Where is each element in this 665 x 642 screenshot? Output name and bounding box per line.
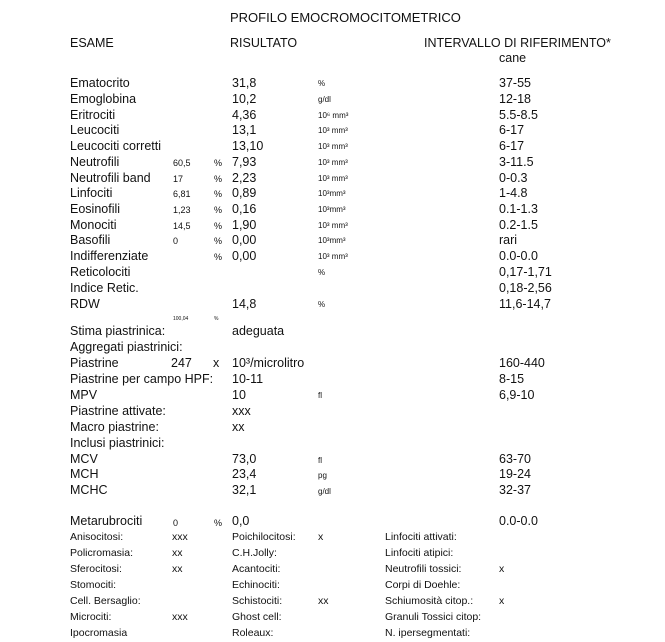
row-unit: 10³ mm³ bbox=[318, 221, 348, 230]
morph-label: Sferocitosi: bbox=[70, 563, 122, 575]
aggregati-label: Aggregati piastrinici: bbox=[70, 340, 183, 354]
row-value: 4,36 bbox=[232, 108, 257, 122]
morph-value: x bbox=[318, 531, 324, 543]
row-unit: % bbox=[318, 79, 326, 88]
header-intervallo: INTERVALLO DI RIFERIMENTO* bbox=[424, 36, 611, 50]
macro-label: Macro piastrine: bbox=[70, 420, 159, 434]
morph-label: Corpi di Doehle: bbox=[385, 579, 461, 591]
row-name: Eosinofili bbox=[70, 202, 121, 216]
header-esame: ESAME bbox=[70, 36, 114, 50]
row-ref: 6-17 bbox=[499, 139, 525, 153]
row-value: 2,23 bbox=[232, 171, 257, 185]
row-ref: 0.1-1.3 bbox=[499, 202, 538, 216]
mpv-value: 10 bbox=[232, 388, 246, 402]
morph-value: xx bbox=[172, 563, 183, 575]
row-pct: 60,5 bbox=[173, 158, 191, 168]
row-ref: 1-4.8 bbox=[499, 186, 528, 200]
index-name: MCV bbox=[70, 452, 98, 466]
row-pct-symbol: % bbox=[214, 205, 223, 215]
morph-label: Schiumosità citop.: bbox=[385, 595, 474, 607]
row-name: RDW bbox=[70, 297, 100, 311]
row-ref: 6-17 bbox=[499, 123, 525, 137]
morph-label: Policromasia: bbox=[70, 547, 134, 559]
row-name: Eritrociti bbox=[70, 108, 116, 122]
row-ref: 0,18-2,56 bbox=[499, 281, 552, 295]
meta-ref: 0.0-0.0 bbox=[499, 514, 538, 528]
attivate-value: xxx bbox=[232, 404, 251, 418]
mpv-label: MPV bbox=[70, 388, 98, 402]
row-value: 0,00 bbox=[232, 249, 257, 263]
index-name: MCHC bbox=[70, 483, 108, 497]
morph-value: xx bbox=[172, 547, 183, 559]
piastrine-unit: 10³/microlitro bbox=[232, 356, 305, 370]
index-value: 32,1 bbox=[232, 483, 257, 497]
row-ref: 11,6-14,7 bbox=[499, 297, 551, 311]
row-unit: 10³mm³ bbox=[318, 205, 346, 214]
index-name: MCH bbox=[70, 467, 99, 481]
row-name: Basofili bbox=[70, 233, 111, 247]
hpf-ref: 8-15 bbox=[499, 372, 525, 386]
piastrine-x: x bbox=[213, 356, 220, 370]
mpv-unit: fl bbox=[318, 391, 322, 400]
hpf-label: Piastrine per campo HPF: bbox=[70, 372, 214, 386]
row-name: Leucociti corretti bbox=[70, 139, 162, 153]
morph-label: C.H.Jolly: bbox=[232, 547, 277, 559]
morph-label: Roleaux: bbox=[232, 627, 274, 639]
stima-piastrinica-value: adeguata bbox=[232, 324, 285, 338]
row-value: 0,16 bbox=[232, 202, 257, 216]
index-ref: 19-24 bbox=[499, 467, 531, 481]
morph-label: Poichilocitosi: bbox=[232, 531, 296, 543]
row-pct: 6,81 bbox=[173, 189, 191, 199]
row-ref: 0.0-0.0 bbox=[499, 249, 538, 263]
index-ref: 63-70 bbox=[499, 452, 531, 466]
index-value: 73,0 bbox=[232, 452, 257, 466]
morph-label: Acantociti: bbox=[232, 563, 281, 575]
morph-label: Ipocromasia bbox=[70, 627, 128, 639]
row-name: Monociti bbox=[70, 218, 117, 232]
row-ref: 3-11.5 bbox=[499, 155, 534, 169]
row-pct-symbol: % bbox=[214, 236, 223, 246]
meta-value: 0,0 bbox=[232, 514, 250, 528]
morph-value: x bbox=[499, 595, 505, 607]
row-name: Indice Retic. bbox=[70, 281, 139, 295]
row-value: 10,2 bbox=[232, 92, 257, 106]
morph-label: Neutrofili tossici: bbox=[385, 563, 462, 575]
row-name: Reticolociti bbox=[70, 265, 131, 279]
index-unit: pg bbox=[318, 471, 327, 480]
row-value: 1,90 bbox=[232, 218, 257, 232]
row-pct: 17 bbox=[173, 174, 184, 184]
row-unit: 10⁶ mm³ bbox=[318, 111, 349, 120]
row-pct-symbol: % bbox=[214, 158, 223, 168]
pct-total: 100,04 bbox=[173, 316, 189, 322]
morph-label: Anisocitosi: bbox=[70, 531, 124, 543]
macro-value: xx bbox=[232, 420, 245, 434]
index-value: 23,4 bbox=[232, 467, 257, 481]
index-unit: g/dl bbox=[318, 487, 331, 496]
header-species: cane bbox=[499, 51, 527, 65]
header-risultato: RISULTATO bbox=[230, 36, 298, 50]
row-value: 13,10 bbox=[232, 139, 264, 153]
morph-label: Stomociti: bbox=[70, 579, 117, 591]
row-pct-symbol: % bbox=[214, 252, 223, 262]
row-pct: 14,5 bbox=[173, 221, 191, 231]
row-name: Neutrofili band bbox=[70, 171, 151, 185]
row-ref: 37-55 bbox=[499, 76, 531, 90]
meta-pct-symbol: % bbox=[214, 518, 223, 528]
row-pct: 1,23 bbox=[173, 205, 191, 215]
morph-value: xx bbox=[318, 595, 329, 607]
row-unit: % bbox=[318, 300, 326, 309]
row-unit: 10³ mm³ bbox=[318, 174, 348, 183]
morph-label: Linfociti atipici: bbox=[385, 547, 454, 559]
row-unit: % bbox=[318, 268, 326, 277]
row-pct-symbol: % bbox=[214, 221, 223, 231]
row-unit: 10³ mm³ bbox=[318, 252, 348, 261]
meta-name: Metarubrociti bbox=[70, 514, 143, 528]
morph-label: Schistociti: bbox=[232, 595, 283, 607]
row-value: 7,93 bbox=[232, 155, 257, 169]
attivate-label: Piastrine attivate: bbox=[70, 404, 166, 418]
pct-total-symbol: % bbox=[214, 316, 219, 322]
row-name: Linfociti bbox=[70, 186, 113, 200]
row-name: Ematocrito bbox=[70, 76, 130, 90]
row-pct-symbol: % bbox=[214, 189, 223, 199]
index-unit: fl bbox=[318, 456, 322, 465]
morph-label: Echinociti: bbox=[232, 579, 280, 591]
piastrine-ref: 160-440 bbox=[499, 356, 545, 370]
morph-label: N. ipersegmentati: bbox=[385, 627, 471, 639]
morph-label: Microciti: bbox=[70, 611, 112, 623]
row-unit: 10³mm³ bbox=[318, 236, 346, 245]
row-ref: rari bbox=[499, 233, 518, 247]
row-name: Neutrofili bbox=[70, 155, 120, 169]
hpf-value: 10-11 bbox=[232, 372, 264, 386]
inclusi-label: Inclusi piastrinici: bbox=[70, 436, 165, 450]
morph-value: x bbox=[499, 563, 505, 575]
stima-piastrinica-label: Stima piastrinica: bbox=[70, 324, 166, 338]
row-ref: 0.2-1.5 bbox=[499, 218, 538, 232]
row-unit: 10³ mm³ bbox=[318, 126, 348, 135]
row-ref: 12-18 bbox=[499, 92, 531, 106]
row-name: Emoglobina bbox=[70, 92, 137, 106]
row-value: 13,1 bbox=[232, 123, 257, 137]
row-name: Leucociti bbox=[70, 123, 120, 137]
piastrine-count: 247 bbox=[171, 356, 192, 370]
piastrine-label: Piastrine bbox=[70, 356, 119, 370]
row-unit: 10³ mm³ bbox=[318, 142, 348, 151]
row-value: 0,89 bbox=[232, 186, 257, 200]
row-unit: 10³ mm³ bbox=[318, 158, 348, 167]
row-value: 0,00 bbox=[232, 233, 257, 247]
row-ref: 0-0.3 bbox=[499, 171, 528, 185]
meta-pct: 0 bbox=[173, 518, 179, 528]
morph-value: xxx bbox=[172, 611, 188, 623]
morph-label: Ghost cell: bbox=[232, 611, 282, 623]
row-name: Indifferenziate bbox=[70, 249, 149, 263]
row-value: 31,8 bbox=[232, 76, 257, 90]
morph-label: Granuli Tossici citop: bbox=[385, 611, 482, 623]
row-unit: 10³mm³ bbox=[318, 189, 346, 198]
row-value: 14,8 bbox=[232, 297, 257, 311]
row-ref: 5.5-8.5 bbox=[499, 108, 538, 122]
row-pct: 0 bbox=[173, 236, 179, 246]
morph-value: xxx bbox=[172, 531, 188, 543]
morph-label: Linfociti attivati: bbox=[385, 531, 457, 543]
morph-label: Cell. Bersaglio: bbox=[70, 595, 141, 607]
row-pct-symbol: % bbox=[214, 174, 223, 184]
page-title: PROFILO EMOCROMOCITOMETRICO bbox=[230, 10, 461, 25]
index-ref: 32-37 bbox=[499, 483, 531, 497]
mpv-ref: 6,9-10 bbox=[499, 388, 535, 402]
row-unit: g/dl bbox=[318, 95, 331, 104]
row-ref: 0,17-1,71 bbox=[499, 265, 552, 279]
